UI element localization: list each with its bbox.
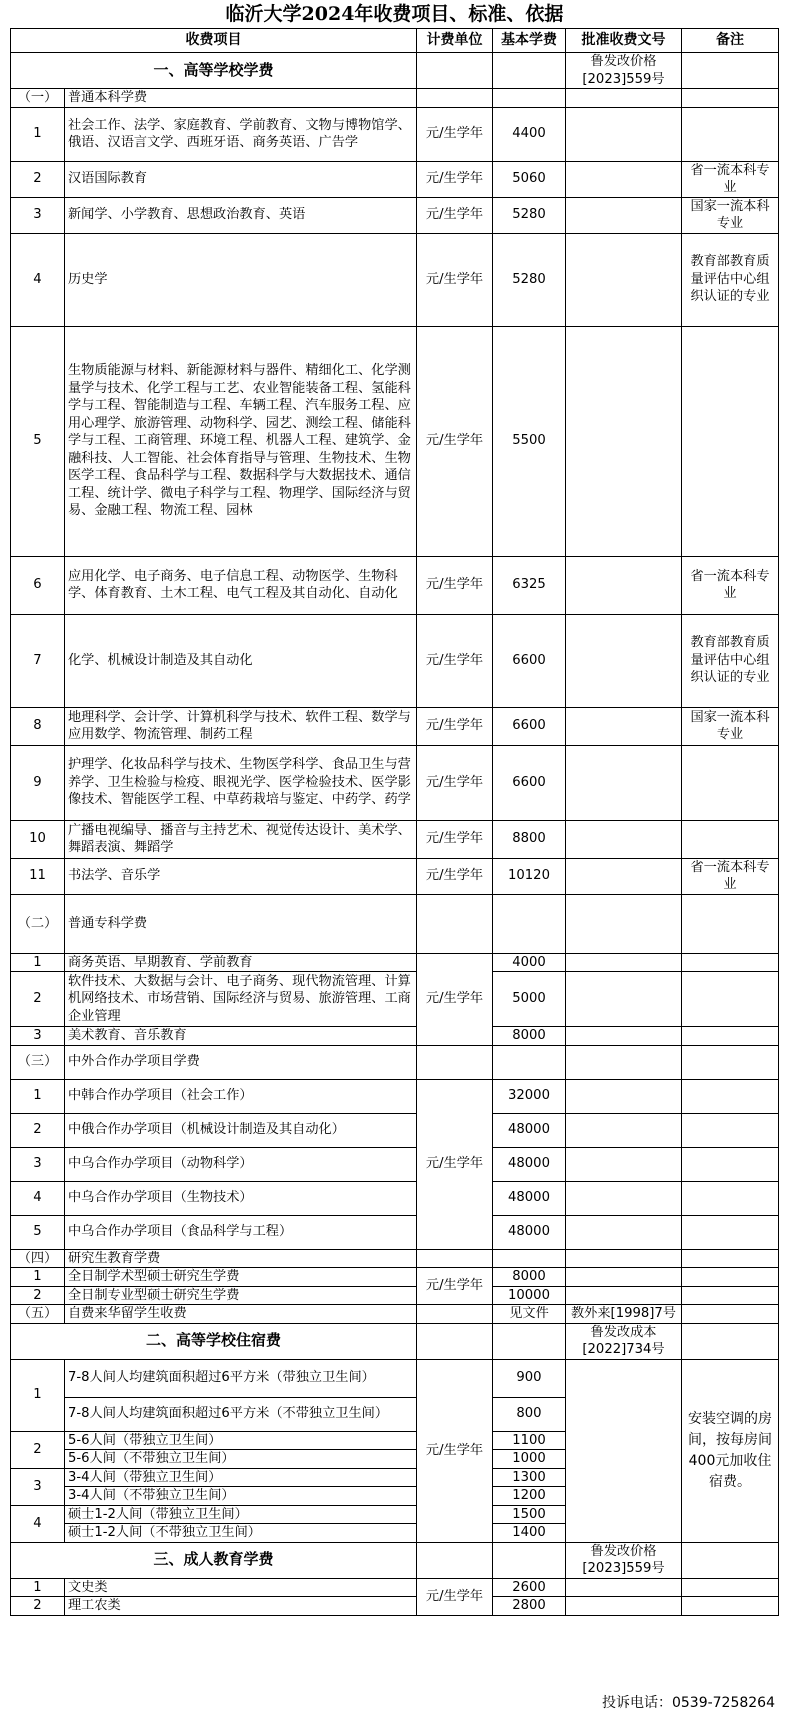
row-majors: 广播电视编导、播音与主持艺术、视觉传达设计、美术学、舞蹈表演、舞蹈学 xyxy=(65,820,417,858)
row-majors: 化学、机械设计制造及其自动化 xyxy=(65,614,417,707)
table-row xyxy=(11,197,779,233)
row-number: 1 xyxy=(11,1079,65,1113)
group-label: 研究生教育学费 xyxy=(65,1249,417,1268)
group-label: 普通本科学费 xyxy=(65,89,417,108)
row-unit: 元/生学年 xyxy=(417,326,493,556)
table-row xyxy=(11,953,779,972)
row-number: 7 xyxy=(11,614,65,707)
group-row xyxy=(11,1249,779,1268)
row-fee: 32000 xyxy=(493,1079,566,1113)
row-fee: 8800 xyxy=(493,820,566,858)
row-room: 硕士1-2人间（不带独立卫生间） xyxy=(65,1524,417,1543)
group-label: 自费来华留学生收费 xyxy=(65,1305,417,1324)
row-fee: 48000 xyxy=(493,1113,566,1147)
table-row xyxy=(11,1286,779,1305)
page-title: 临沂大学2024年收费项目、标准、依据 xyxy=(225,3,564,25)
row-number: 4 xyxy=(11,233,65,326)
complaint-phone: 投诉电话：0539-7258264 xyxy=(601,1695,775,1711)
row-unit: 元/生学年 xyxy=(417,107,493,161)
row-number: 3 xyxy=(11,1147,65,1181)
row-fee: 10000 xyxy=(493,1286,566,1305)
row-unit: 元/生学年 xyxy=(417,233,493,326)
row-number: 6 xyxy=(11,556,65,614)
group-number: （三） xyxy=(11,1045,65,1079)
row-number: 1 xyxy=(11,1268,65,1287)
table-row xyxy=(11,556,779,614)
row-majors: 中俄合作办学项目（机械设计制造及其自动化） xyxy=(65,1113,417,1147)
section-title: 一、高等学校学费 xyxy=(11,53,417,89)
row-unit: 元/生学年 xyxy=(417,745,493,820)
group-number: （四） xyxy=(11,1249,65,1268)
row-fee: 6325 xyxy=(493,556,566,614)
row-fee: 48000 xyxy=(493,1215,566,1249)
row-fee: 1300 xyxy=(493,1468,566,1487)
row-note: 教育部教育质量评估中心组织认证的专业 xyxy=(682,233,779,326)
header-unit: 计费单位 xyxy=(417,29,493,53)
row-majors: 护理学、化妆品科学与技术、生物医学科学、食品卫生与营养学、卫生检验与检疫、眼视光学、医学检验技术、医学影像技术、智能医学工程、中草药栽培与鉴定、中药学、药学 xyxy=(65,745,417,820)
table-row xyxy=(11,233,779,326)
row-note: 省一流本科专业 xyxy=(682,858,779,894)
row-unit: 元/生学年 xyxy=(417,614,493,707)
row-room: 7-8人间人均建筑面积超过6平方米（不带独立卫生间） xyxy=(65,1397,417,1431)
table-row xyxy=(11,1215,779,1249)
table-row xyxy=(11,107,779,161)
approval-doc: 鲁发改价格[2023]559号 xyxy=(566,53,682,89)
row-majors: 应用化学、电子商务、电子信息工程、动物医学、生物科学、体育教育、土木工程、电气工程及其自动化、自动化 xyxy=(65,556,417,614)
row-number: 5 xyxy=(11,1215,65,1249)
header-fee: 基本学费 xyxy=(493,29,566,53)
row-majors: 中韩合作办学项目（社会工作） xyxy=(65,1079,417,1113)
row-unit: 元/生学年 xyxy=(417,1359,493,1542)
row-number: 2 xyxy=(11,1286,65,1305)
row-fee: 6600 xyxy=(493,707,566,745)
row-fee: 6600 xyxy=(493,614,566,707)
row-fee: 2600 xyxy=(493,1578,566,1597)
table-row xyxy=(11,1578,779,1597)
group-label: 中外合作办学项目学费 xyxy=(65,1045,417,1079)
header-row xyxy=(11,29,779,53)
row-fee: 900 xyxy=(493,1359,566,1397)
row-unit: 元/生学年 xyxy=(417,953,493,1045)
header-doc: 批准收费文号 xyxy=(566,29,682,53)
approval-doc: 教外来[1998]7号 xyxy=(566,1305,682,1324)
row-number: 3 xyxy=(11,1468,65,1505)
row-majors: 汉语国际教育 xyxy=(65,161,417,197)
row-fee: 48000 xyxy=(493,1147,566,1181)
section-row xyxy=(11,1323,779,1359)
row-majors: 社会工作、法学、家庭教育、学前教育、文物与博物馆学、俄语、汉语言文学、西班牙语、商务英语、广告学 xyxy=(65,107,417,161)
row-fee: 4400 xyxy=(493,107,566,161)
approval-doc: 鲁发改价格[2023]559号 xyxy=(566,1542,682,1578)
section-row xyxy=(11,1542,779,1578)
row-number: 1 xyxy=(11,1359,65,1431)
table-row xyxy=(11,1359,779,1397)
row-fee: 5280 xyxy=(493,197,566,233)
row-number: 2 xyxy=(11,1113,65,1147)
table-row xyxy=(11,614,779,707)
group-row xyxy=(11,1045,779,1079)
row-note: 国家一流本科专业 xyxy=(682,197,779,233)
table-row xyxy=(11,1268,779,1287)
table-row xyxy=(11,858,779,894)
row-fee: 4000 xyxy=(493,953,566,972)
row-number: 3 xyxy=(11,1027,65,1046)
row-number: 2 xyxy=(11,1431,65,1468)
row-unit: 元/生学年 xyxy=(417,820,493,858)
row-majors: 历史学 xyxy=(65,233,417,326)
row-fee: 48000 xyxy=(493,1181,566,1215)
row-note: 省一流本科专业 xyxy=(682,556,779,614)
row-note: 教育部教育质量评估中心组织认证的专业 xyxy=(682,614,779,707)
section-row xyxy=(11,53,779,89)
row-number: 4 xyxy=(11,1505,65,1542)
row-fee: 见文件 xyxy=(493,1305,566,1324)
row-number: 1 xyxy=(11,107,65,161)
row-unit: 元/生学年 xyxy=(417,707,493,745)
group-number: （一） xyxy=(11,89,65,108)
row-number: 1 xyxy=(11,1578,65,1597)
table-row xyxy=(11,745,779,820)
row-number: 2 xyxy=(11,1597,65,1616)
row-fee: 6600 xyxy=(493,745,566,820)
row-majors: 软件技术、大数据与会计、电子商务、现代物流管理、计算机网络技术、市场营销、国际经济与贸易、旅游管理、工商企业管理 xyxy=(65,972,417,1027)
row-room: 5-6人间（不带独立卫生间） xyxy=(65,1450,417,1469)
row-majors: 新闻学、小学教育、思想政治教育、英语 xyxy=(65,197,417,233)
table-row xyxy=(11,326,779,556)
row-majors: 商务英语、早期教育、学前教育 xyxy=(65,953,417,972)
row-fee: 5060 xyxy=(493,161,566,197)
row-unit: 元/生学年 xyxy=(417,858,493,894)
row-unit: 元/生学年 xyxy=(417,1268,493,1305)
row-number: 2 xyxy=(11,161,65,197)
row-number: 9 xyxy=(11,745,65,820)
row-unit: 元/生学年 xyxy=(417,197,493,233)
row-fee: 1500 xyxy=(493,1505,566,1524)
row-fee: 10120 xyxy=(493,858,566,894)
group-number: （五） xyxy=(11,1305,65,1324)
row-number: 1 xyxy=(11,953,65,972)
row-unit: 元/生学年 xyxy=(417,1079,493,1249)
row-fee: 5280 xyxy=(493,233,566,326)
table-row xyxy=(11,161,779,197)
row-fee: 8000 xyxy=(493,1027,566,1046)
row-fee: 1200 xyxy=(493,1487,566,1506)
table-row xyxy=(11,820,779,858)
group-row xyxy=(11,894,779,953)
table-row xyxy=(11,1181,779,1215)
header-item: 收费项目 xyxy=(11,29,417,53)
row-majors: 生物质能源与材料、新能源材料与器件、精细化工、化学测量学与技术、化学工程与工艺、农业智能装备工程、氢能科学与工程、智能制造与工程、车辆工程、汽车服务工程、应用心理学、旅游管理、动物科学、园艺、测绘工程、储能科学与工程、工商管理、环境工程、机器人工程、建筑学、金融科技、人工智能、社会体育指导与管理、生物技术、生物医学工程、食品科学与工程、数据科学与大数据技术、通信工程、统计学、微电子科学与工程、物理学、国际经济与贸易、金融工程、物流工程、园林 xyxy=(65,326,417,556)
table-row xyxy=(11,1027,779,1046)
row-number: 4 xyxy=(11,1181,65,1215)
row-fee: 2800 xyxy=(493,1597,566,1616)
approval-doc: 鲁发改成本[2022]734号 xyxy=(566,1323,682,1359)
row-fee: 5000 xyxy=(493,972,566,1027)
row-room: 硕士1-2人间（带独立卫生间） xyxy=(65,1505,417,1524)
row-room: 5-6人间（带独立卫生间） xyxy=(65,1431,417,1450)
row-majors: 中乌合作办学项目（生物技术） xyxy=(65,1181,417,1215)
row-fee: 800 xyxy=(493,1397,566,1431)
section-title: 二、高等学校住宿费 xyxy=(11,1323,417,1359)
section-title: 三、成人教育学费 xyxy=(11,1542,417,1578)
table-row xyxy=(11,1597,779,1616)
row-room: 7-8人间人均建筑面积超过6平方米（带独立卫生间） xyxy=(65,1359,417,1397)
header-note: 备注 xyxy=(682,29,779,53)
table-row xyxy=(11,972,779,1027)
group-row xyxy=(11,89,779,108)
row-majors: 美术教育、音乐教育 xyxy=(65,1027,417,1046)
dorm-note: 安装空调的房间，按每房间400元加收住宿费。 xyxy=(682,1359,779,1542)
row-fee: 1000 xyxy=(493,1450,566,1469)
group-number: （二） xyxy=(11,894,65,953)
row-fee: 1100 xyxy=(493,1431,566,1450)
row-majors: 中乌合作办学项目（动物科学） xyxy=(65,1147,417,1181)
row-room: 3-4人间（带独立卫生间） xyxy=(65,1468,417,1487)
row-fee: 8000 xyxy=(493,1268,566,1287)
row-number: 10 xyxy=(11,820,65,858)
table-row xyxy=(11,1147,779,1181)
row-unit: 元/生学年 xyxy=(417,161,493,197)
table-row xyxy=(11,1079,779,1113)
fee-table xyxy=(10,28,779,1616)
row-majors: 书法学、音乐学 xyxy=(65,858,417,894)
row-fee: 1400 xyxy=(493,1524,566,1543)
row-number: 5 xyxy=(11,326,65,556)
row-fee: 5500 xyxy=(493,326,566,556)
row-number: 2 xyxy=(11,972,65,1027)
row-note: 国家一流本科专业 xyxy=(682,707,779,745)
row-majors: 中乌合作办学项目（食品科学与工程） xyxy=(65,1215,417,1249)
row-majors: 全日制专业型硕士研究生学费 xyxy=(65,1286,417,1305)
group-row xyxy=(11,1305,779,1324)
row-number: 3 xyxy=(11,197,65,233)
row-majors: 理工农类 xyxy=(65,1597,417,1616)
row-number: 8 xyxy=(11,707,65,745)
row-unit: 元/生学年 xyxy=(417,1578,493,1615)
table-row xyxy=(11,1113,779,1147)
row-room: 3-4人间（不带独立卫生间） xyxy=(65,1487,417,1506)
table-row xyxy=(11,707,779,745)
group-label: 普通专科学费 xyxy=(65,894,417,953)
row-number: 11 xyxy=(11,858,65,894)
row-majors: 全日制学术型硕士研究生学费 xyxy=(65,1268,417,1287)
row-majors: 地理科学、会计学、计算机科学与技术、软件工程、数学与应用数学、物流管理、制药工程 xyxy=(65,707,417,745)
row-unit: 元/生学年 xyxy=(417,556,493,614)
row-note: 省一流本科专业 xyxy=(682,161,779,197)
row-majors: 文史类 xyxy=(65,1578,417,1597)
